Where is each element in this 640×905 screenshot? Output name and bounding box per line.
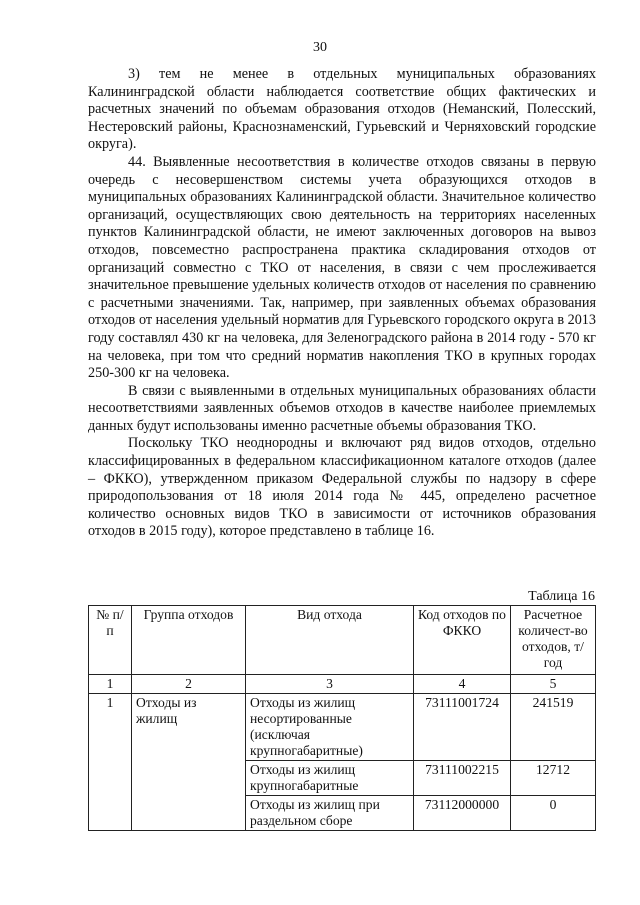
index-cell: 1 (89, 675, 132, 694)
table-header-row (89, 606, 596, 675)
header-kind: Вид отхода (246, 606, 414, 675)
table-row (89, 694, 596, 761)
paragraph-44: 44. Выявленные несоответствия в количестве отходов связаны в первую очередь с несовершенством системы учета образующихся отходов в муниципальных образованиях Калининградской области. Значительное количество организаций, осуществляющих свою деятельность на территориях населенных пунктов Калининградской области, не имеют заключенных договоров на вывоз отходов, повсеместно распространена практика складирования отходов от организаций совместно с ТКО от населения, в связи с чем прослеживается значительное превышение удельных количеств отходов от населения по сравнению с расчетными значениями. Так, например, при заявленных объемах образования отходов от населения удельный норматив для Гурьевского городского округа в 2013 году составлял 430 кг на человека, для Зеленоградского района в 2014 году - 570 кг на человека, при том что средний норматив накопления ТКО в крупных городах 250-300 кг на человека. (88, 153, 596, 382)
index-cell: 2 (132, 675, 246, 694)
index-cell: 5 (511, 675, 596, 694)
paragraph-item-3: 3) тем не менее в отдельных муниципальных образованиях Калининградской области наблюдается соответствие общих фактических и расчетных значений по объемам образования отходов (Неманский, Полесский, Нестеровский районы, Краснознаменский, Гурьевский и Черняховский городские округа). (88, 66, 596, 153)
paragraph-conclusion: В связи с выявленными в отдельных муниципальных образованиях области несоответствиями заявленных объемов отходов в качестве наиболее приемлемых данных будут использованы именно расчетные объемы образования ТКО. (88, 382, 596, 434)
row-amount: 12712 (511, 761, 596, 796)
header-num: № п/п (89, 606, 132, 675)
paragraph-table-intro: Поскольку ТКО неоднородны и включают ряд видов отходов, отдельно классифицированных в федеральном классификационном каталоге отходов (далее – ФККО), утвержденном приказом Федеральной службы по надзору в сфере природопользования от 18 июля 2014 года № 445, определено расчетное количество основных видов ТКО в зависимости от источников образования отходов в 2015 году), которое представлено в таблице 16. (88, 435, 596, 540)
index-cell: 4 (414, 675, 511, 694)
waste-table (88, 605, 596, 831)
table-index-row (89, 675, 596, 694)
row-code: 73111002215 (414, 761, 511, 796)
row-kind: Отходы из жилищ при раздельном сборе (246, 796, 414, 831)
header-group: Группа отходов (132, 606, 246, 675)
row-code: 73112000000 (414, 796, 511, 831)
row-kind: Отходы из жилищ крупногабаритные (246, 761, 414, 796)
row-amount: 241519 (511, 694, 596, 761)
header-code: Код отходов по ФККО (414, 606, 511, 675)
header-amount: Расчетное количест-во отходов, т/год (511, 606, 596, 675)
row-group: Отходы из жилищ (132, 694, 246, 831)
row-amount: 0 (511, 796, 596, 831)
page-number: 30 (313, 40, 327, 55)
row-code: 73111001724 (414, 694, 511, 761)
table-caption: Таблица 16 (528, 589, 595, 604)
body-text (88, 66, 596, 541)
index-cell: 3 (246, 675, 414, 694)
row-kind: Отходы из жилищ несортированные (исключая крупногабаритные) (246, 694, 414, 761)
row-num: 1 (89, 694, 132, 831)
